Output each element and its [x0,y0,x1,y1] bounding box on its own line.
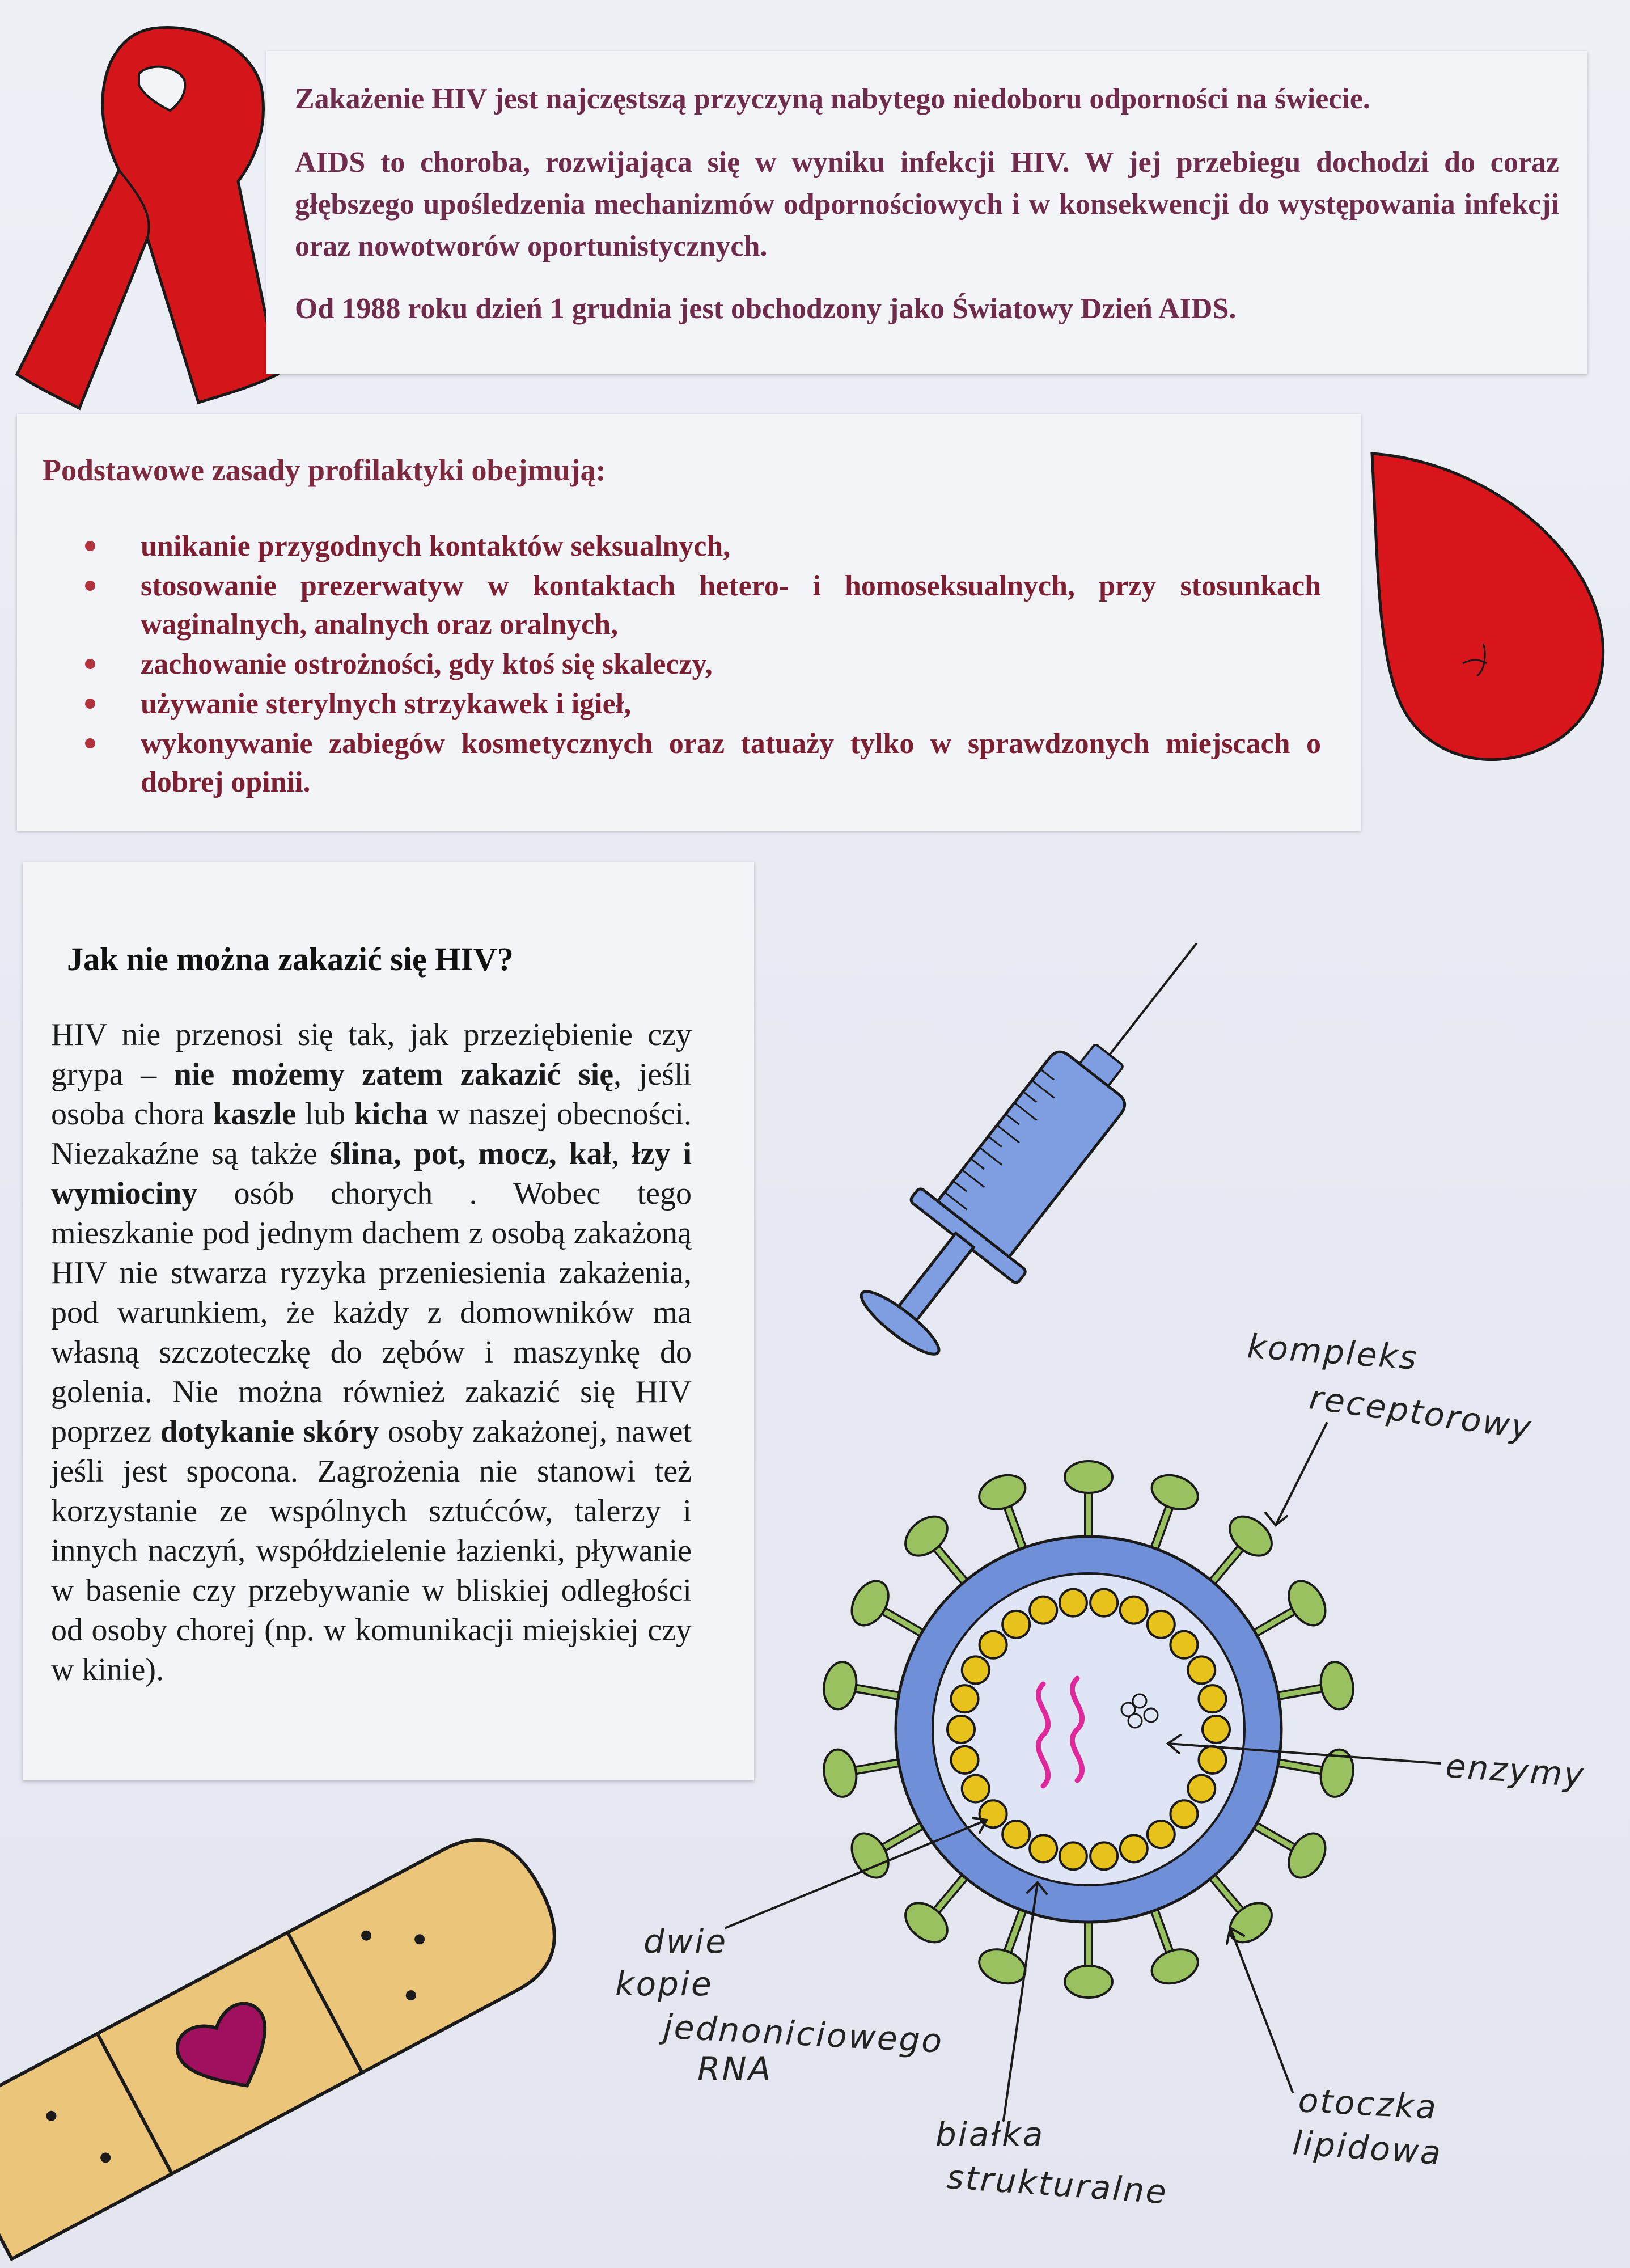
spike-head [1147,1943,1203,1989]
intro-paragraph-2: AIDS to choroba, rozwijająca się w wyniku infekcji HIV. W jej przebiegu dochodzi do coraz głębszego upośledzenia mechanizmów odpornościowych i w konsekwencji do występowania infekcji oraz nowotworów oportunistycznych. [295,146,1559,263]
envelope-inner [933,1573,1244,1885]
capsid-bead [1199,1746,1226,1774]
intro-paragraph-1: Zakażenie HIV jest najczęstszą przyczyną nabytego niedoboru odporności na świecie. [295,83,1370,115]
bandage-icon [0,1769,595,2268]
spike-head [975,1469,1030,1515]
label-lipid: lipidowa [1291,2123,1444,2173]
list-item: unikanie przygodnych kontaktów seksualnych, [85,527,1321,566]
capsid-bead [1090,1842,1117,1869]
capsid-bead [1199,1685,1226,1712]
spike-head [1317,1747,1357,1799]
transmission-info-text: HIV nie przenosi się tak, jak przeziębienie czy grypa – nie możemy zatem zakazić się, jeśli osoba chora kaszle lub kicha w naszej obecności. Niezakaźne są także ślina, pot, mocz, kał, łzy i wymiociny osób chorych . Wobec tego mieszkanie pod jednym dachem z osobą zakażoną HIV nie stwarza ryzyka przeniesienia zakażenia, pod warunkiem, że każdy z domowników ma własną szczoteczkę do zębów i maszynkę do golenia. Nie można również zakazić się HIV poprzez dotykanie skóry osoby zakażonej, nawet jeśli jest spocona. Zagrożenia nie stanowi też korzystanie ze wspólnych sztućców, talerzy i innych naczyń, współdzielenie łazienki, pływanie w basenie czy przebywanie w bliskiej odległości od osoby chorej (np. w komunikacji miejskiej czy w kinie). [51,1017,692,1687]
label-rna: RNA [697,2050,773,2088]
bullet-icon [85,699,95,709]
spike-head [1317,1660,1357,1712]
capsid-bead [1148,1611,1175,1638]
spike-stem-fill [1253,1825,1295,1849]
label-rna: dwie [643,1922,728,1961]
capsid-bead [980,1800,1007,1827]
spike-head [1065,1461,1112,1493]
spike-head [820,1660,860,1712]
transmission-info-card [23,862,754,1780]
spike-stem-fill [1007,1505,1023,1551]
capsid-bead [1060,1842,1087,1869]
capsid-bead [1188,1656,1215,1683]
capsid-bead [962,1775,989,1802]
list-item: stosowanie prezerwatyw w kontaktach hetero- i homoseksualnych, przy stosunkach waginalnych, analnych oraz oralnych, [85,567,1321,644]
capsid-bead [1030,1835,1057,1862]
capsid-bead [1002,1611,1030,1638]
capsid-bead [962,1656,989,1683]
label-lipid: otoczka [1297,2081,1439,2127]
list-item: używanie sterylnych strzykawek i igieł, [85,685,1321,723]
prevention-card [17,414,1361,831]
spike-stem-fill [1210,1875,1242,1912]
spike-head [844,1575,895,1632]
capsid-bead [1120,1835,1148,1862]
intro-card [266,51,1587,374]
spike-head [1281,1575,1332,1632]
label-proteins: białka [935,2115,1045,2153]
spike-stem-fill [882,1610,924,1635]
capsid-bead [1030,1597,1057,1624]
syringe-icon [828,885,1259,1395]
list-item: zachowanie ostrożności, gdy ktoś się skaleczy, [85,645,1321,684]
spike-stem-fill [1154,1908,1170,1953]
section-title: Jak nie można zakazić się HIV? [67,941,514,978]
label-receptor: kompleks [1246,1327,1420,1377]
spike-stem-fill [1210,1547,1242,1584]
spike-head [1281,1827,1332,1884]
spike-stem-fill [935,1875,967,1912]
label-proteins: strukturalne [945,2157,1170,2212]
capsid-bead [1188,1775,1215,1802]
spike-stem-fill [1154,1505,1170,1551]
spike-stem-fill [1007,1908,1023,1953]
prevention-title: Podstawowe zasady profilaktyki obejmują: [43,453,606,487]
capsid-bead [1148,1821,1175,1848]
list-item: wykonywanie zabiegów kosmetycznych oraz tatuaży tylko w sprawdzonych miejscach o dobrej opinii. [85,725,1321,802]
bullet-icon [85,659,95,669]
spike-head [1147,1469,1203,1515]
blood-drop-icon [1355,448,1616,765]
capsid-bead [1170,1631,1197,1658]
capsid-bead [1060,1589,1087,1617]
prevention-list [85,527,1321,803]
capsid-bead [951,1746,979,1774]
bullet-icon [85,738,95,748]
spike-stem-fill [1253,1610,1295,1635]
label-enzymes: enzymy [1444,1746,1586,1795]
label-rna: jednoniciowego [662,2007,945,2060]
capsid-bead [1002,1821,1030,1848]
bullet-icon [85,541,95,551]
intro-paragraph-3: Od 1988 roku dzień 1 grudnia jest obchodzony jako Światowy Dzień AIDS. [295,293,1237,325]
capsid-bead [1170,1800,1197,1827]
spike-head [975,1943,1030,1989]
label-rna: kopie [615,1965,713,2003]
spike-head [1065,1966,1112,1998]
capsid-bead [980,1631,1007,1658]
bullet-icon [85,581,95,591]
capsid-bead [951,1685,979,1712]
capsid-bead [1090,1589,1117,1617]
capsid-bead [947,1716,975,1743]
spike-stem-fill [882,1825,924,1849]
capsid-bead [1203,1716,1230,1743]
spike-head [844,1827,895,1884]
red-ribbon-icon [11,11,295,408]
spike-stem-fill [935,1547,967,1584]
capsid-bead [1120,1597,1148,1624]
hiv-virus-icon [777,1417,1400,2041]
label-receptor: receptorowy [1307,1378,1535,1448]
spike-head [820,1747,860,1799]
